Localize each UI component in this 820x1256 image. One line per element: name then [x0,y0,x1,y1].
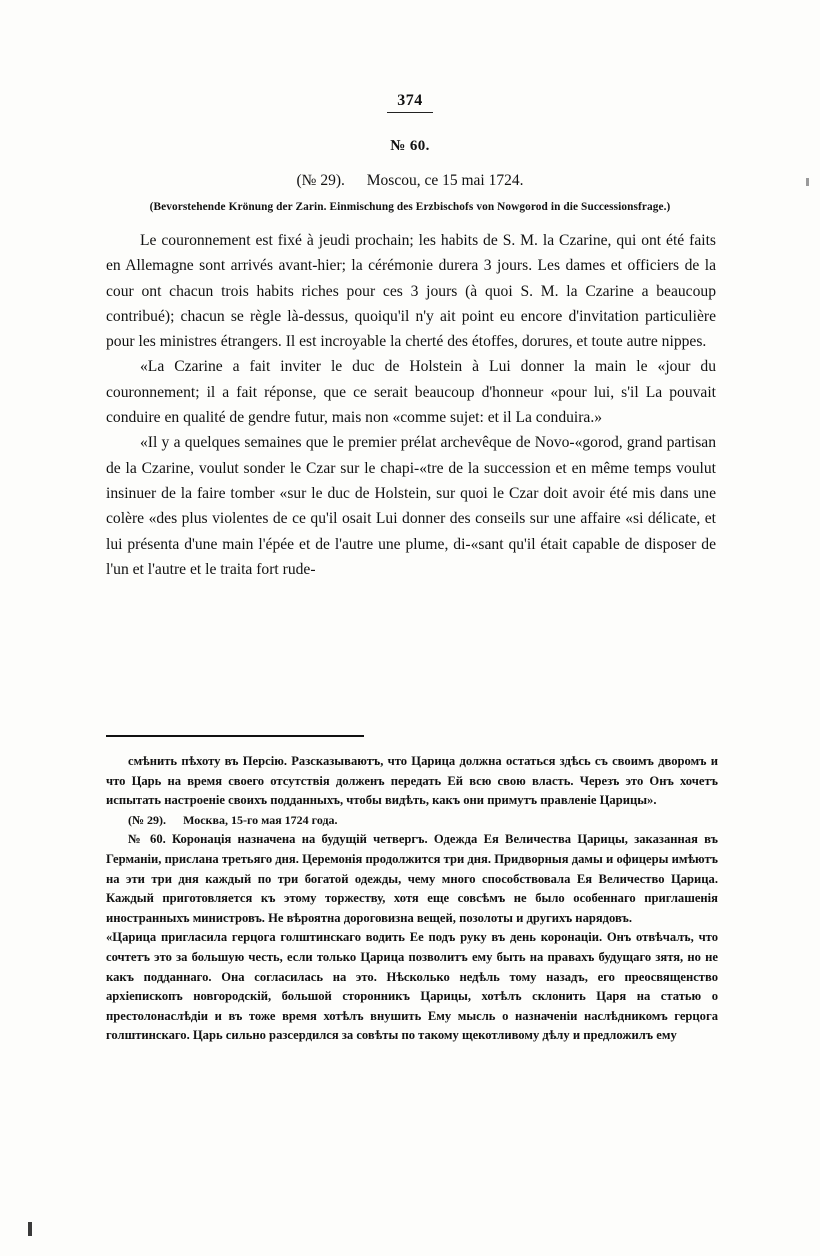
document-summary: (Bevorstehende Krönung der Zarin. Einmischung des Erzbischofs von Nowgorod in die Successionsfrage.) [149,201,671,213]
scan-artifact-bottom-left [28,1222,32,1236]
russian-reference-number: (№ 29). [128,812,167,827]
french-paragraph-3: «Il y a quelques semaines que le premier prélat archevêque de Novo-«gorod, grand partisan de la Czarine, voulut sonder le Czar sur le chapi-«tre de la succession et en même temps voulut insinuer de la faire tomber «sur le duc de Holstein, sur quoi le Czar doit avoir été mis dans une colère «des plus violentes de ce qu'il osait Lui donner des conseils sur une affaire «si délicate, et lui présenta d'une main l'épée et de l'autre une plume, di-«sant qu'il était capable de disposer de l'un et l'autre et le traita fort rude- [106,434,716,578]
russian-paragraph-1: № 60. Коронація назначена на будущій четвергъ. Одежда Ея Величества Царицы, заказанная въ Германіи, прислана третьяго дня. Церемонія продолжится три дня. Придворныя дамы и офицеры имѣютъ на эти три дня каждый по три богатой одежды, чему много способствовала Ея Величество Царица. Каждый приготовляется къ этому торжеству, хотя еще совсѣмъ не было особеннаго приглашенія иностранныхъ министровъ. Не вѣроятна дороговизна вещей, позолоты и другихъ нарядовъ. [106,832,718,925]
french-text-body [106,228,716,582]
russian-reference-line [106,811,718,831]
russian-text-body [106,752,718,1046]
page-number-rule [387,112,433,113]
scan-artifact-right [806,178,809,186]
french-paragraph-2: «La Czarine a fait inviter le duc de Holstein à Lui donner la main le «jour du couronnement; il a fait réponse, que ce serait beaucoup d'honneur «pour lui, s'il La pouvait conduire en qualité de gendre futur, mais non «comme sujet: et il La conduira.» [106,358,716,427]
document-reference-line [0,172,820,190]
section-divider [106,735,364,737]
document-number-heading: № 60. [390,138,430,154]
document-place-date: Moscou, ce 15 mai 1724. [366,172,524,189]
french-paragraph-1: Le couronnement est fixé à jeudi prochain; les habits de S. M. la Czarine, qui ont été faits en Allemagne sont arrivés avant-hier; la cérémonie durera 3 jours. Les dames et officiers de la cour ont chacun trois habits riches pour ces 3 jours (à quoi S. M. la Czarine a beaucoup contribué); chacun se règle là-dessus, quoiqu'il n'y ait point eu encore d'invitation particulière pour les ministres étrangers. Il est incroyable la cherté des étoffes, dorures, et toute autre nippes. [106,232,716,351]
page-number-value: 374 [397,92,423,109]
document-reference-number: (№ 29). [296,172,345,189]
page-number [0,92,820,113]
russian-paragraph-2: «Царица пригласила герцога голштинскаго водить Ее подъ руку въ день коронаціи. Онъ отвѣчалъ, что сочтетъ это за большую честь, если только Царица позволитъ ему быть на правахъ будущаго зятя, но не какъ подданнаго. Она согласилась на это. Нѣсколько недѣль тому назадъ, его преосвященство архіепископъ новгородскій, большой сторонникъ Царицы, хотѣлъ склонить Царя на статью о престолонаслѣдіи и въ тоже время хотѣлъ внушить Ему мысль о назначеніи наслѣдникомъ герцога голштинскаго. Царь сильно разсердился за совѣты по такому щекотливому дѣлу и предложилъ ему [106,930,718,1043]
russian-place-date: Москва, 15-го мая 1724 года. [183,812,338,827]
russian-quote-continuation: смѣнить пѣхоту въ Персію. Разсказываютъ, что Царица должна остаться здѣсь съ своимъ дворомъ и что Царь на время своего отсутствія долженъ передать Ей всю свою власть. Черезъ это Онъ хочетъ испытать настроеніе своихъ подданныхъ, чтобы видѣть, какъ они примутъ правленіе Царицы». [106,754,718,808]
